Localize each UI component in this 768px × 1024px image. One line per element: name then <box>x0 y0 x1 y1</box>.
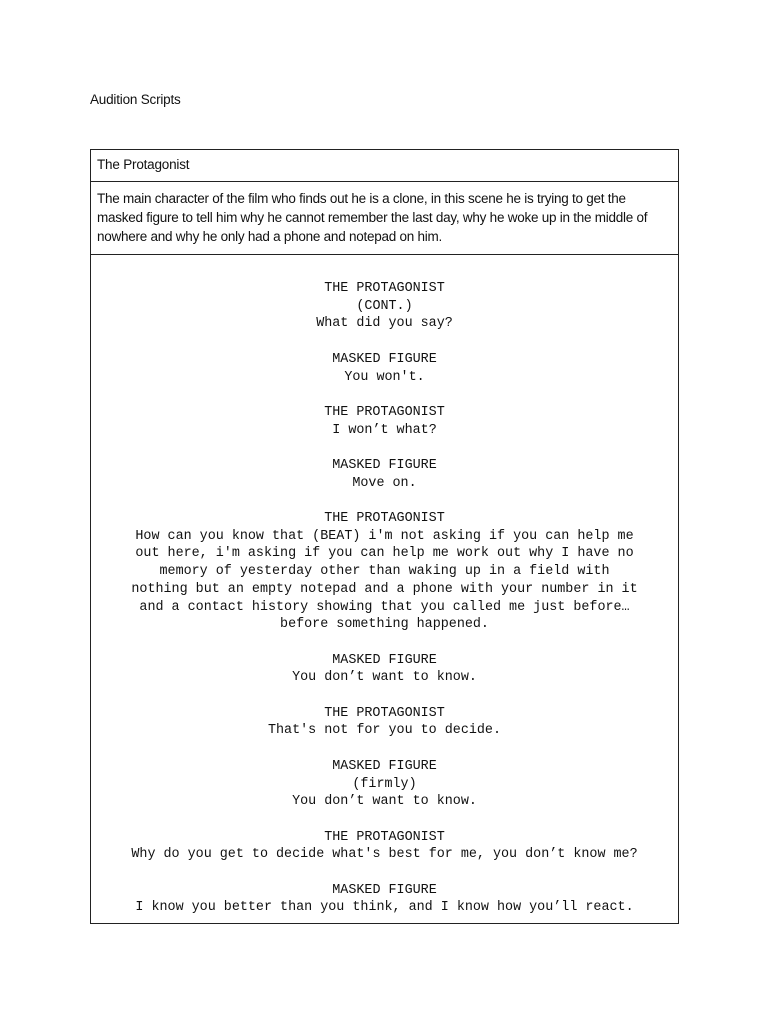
dialogue-line: You don’t want to know. <box>292 794 477 810</box>
role-description: The main character of the film who finds out he is a clone, in this scene he is trying to get the masked figure to tell him why he cannot remember the last day, why he woke up in the middle of nowhere and why he only had a phone and notepad on him. <box>91 182 678 255</box>
dialogue-line: before something happened. <box>280 617 489 633</box>
dialogue-block <box>95 404 674 439</box>
role-card <box>90 149 679 924</box>
character-name: THE PROTAGONIST <box>324 705 445 721</box>
dialogue-line: How can you know that (BEAT) i'm not asking if you can help me <box>135 528 634 544</box>
dialogue-block <box>95 510 674 634</box>
dialogue-block <box>95 457 674 492</box>
dialogue-line: You don’t want to know. <box>292 670 477 686</box>
dialogue-block <box>95 758 674 811</box>
character-name: MASKED FIGURE <box>332 758 437 774</box>
dialogue-line: I know you better than you think, and I know how you’ll react. <box>135 900 634 916</box>
character-name: THE PROTAGONIST <box>324 404 445 420</box>
dialogue-line: Why do you get to decide what's best for me, you don’t know me? <box>131 847 638 863</box>
dialogue-line: You won't. <box>344 369 425 385</box>
dialogue-block <box>95 829 674 864</box>
page-title: Audition Scripts <box>90 92 181 107</box>
dialogue-line: and a contact history showing that you called me just before… <box>139 599 630 615</box>
character-name: THE PROTAGONIST <box>324 281 445 296</box>
parenthetical: (firmly) <box>352 776 417 792</box>
script-excerpt <box>91 255 678 923</box>
dialogue-block <box>95 705 674 740</box>
dialogue-line: Move on. <box>352 475 417 491</box>
dialogue-block <box>95 882 674 917</box>
dialogue-line: memory of yesterday other than waking up in a field with <box>159 564 610 580</box>
dialogue-line: I won’t what? <box>332 422 437 438</box>
dialogue-block <box>95 280 674 333</box>
parenthetical: (CONT.) <box>356 298 413 314</box>
role-name: The Protagonist <box>91 150 678 182</box>
character-name: THE PROTAGONIST <box>324 511 445 527</box>
character-name: MASKED FIGURE <box>332 351 437 367</box>
dialogue-line: out here, i'm asking if you can help me work out why I have no <box>135 546 634 562</box>
character-name: MASKED FIGURE <box>332 652 437 668</box>
dialogue-line: That's not for you to decide. <box>267 723 502 739</box>
character-name: MASKED FIGURE <box>332 882 437 898</box>
dialogue-line: What did you say? <box>316 316 453 332</box>
dialogue-block <box>95 652 674 687</box>
character-name: MASKED FIGURE <box>332 457 437 473</box>
character-name: THE PROTAGONIST <box>324 829 445 845</box>
dialogue-block <box>95 351 674 386</box>
dialogue-line: nothing but an empty notepad and a phone with your number in it <box>131 581 638 597</box>
